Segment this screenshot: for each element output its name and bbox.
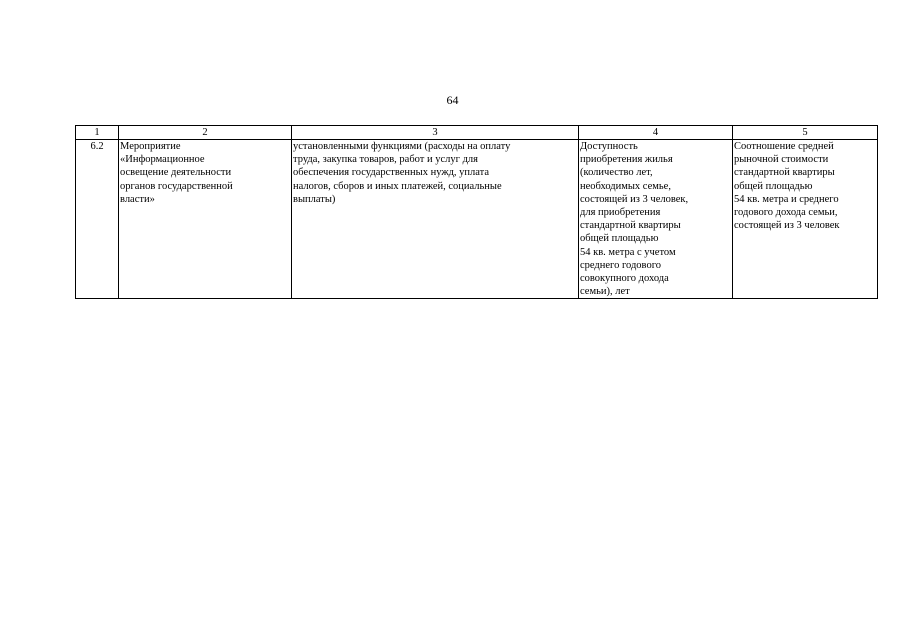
cell-text-line: Мероприятие — [120, 141, 181, 152]
column-header: 4 — [579, 126, 733, 140]
cell-text-line: 54 кв. метра и среднего — [734, 193, 839, 205]
cell-text-line: налогов, сборов и иных платежей, социальные — [293, 180, 502, 192]
cell-text-line: освещение деятельности — [120, 167, 232, 179]
cell-text-line: (количество лет, — [580, 167, 653, 179]
column-header: 1 — [76, 126, 119, 140]
cell-text-line: Соотношение средней — [734, 141, 834, 152]
cell-text-line: общей площадью — [580, 233, 659, 245]
cell-text-line: установленными функциями (расходы на оплату — [293, 141, 511, 152]
column-header: 5 — [733, 126, 878, 140]
cell-text-line: труда, закупка товаров, работ и услуг для — [293, 154, 478, 166]
cell-text-line: рыночной стоимости — [734, 154, 829, 166]
cell-text-line: необходимых семье, — [580, 180, 671, 192]
cell-text-line: для приобретения — [580, 207, 661, 219]
cell-text-line: органов государственной — [120, 180, 233, 192]
cell-text-line: состоящей из 3 человек, — [580, 193, 689, 205]
table-header-row — [76, 126, 878, 140]
cell-text-line: обеспечения государственных нужд, уплата — [293, 167, 490, 179]
page-number: 64 — [446, 93, 459, 107]
document-table — [75, 125, 878, 299]
cell-text-line: стандартной квартиры — [580, 220, 681, 232]
description-cell — [292, 140, 579, 299]
column-header: 2 — [119, 126, 292, 140]
row-number-cell: 6.2 — [76, 140, 119, 299]
cell-text-line: Доступность — [580, 141, 638, 152]
cell-text-line: совокупного дохода — [580, 273, 669, 285]
cell-text-line: состоящей из 3 человек — [734, 220, 840, 232]
cell-text-line: «Информационное — [120, 154, 205, 166]
column-header: 3 — [292, 126, 579, 140]
cell-text-line: семьи), лет — [580, 286, 630, 298]
cell-text-line: власти» — [120, 193, 155, 205]
indicator-cell — [579, 140, 733, 299]
cell-text-line: общей площадью — [734, 180, 813, 192]
activity-name-cell — [119, 140, 292, 299]
table-row — [76, 140, 878, 299]
cell-text-line: приобретения жилья — [580, 154, 673, 166]
cell-text-line: стандартной квартиры — [734, 167, 835, 179]
cell-text-line: 54 кв. метра с учетом — [580, 246, 676, 258]
cell-text-line: среднего годового — [580, 259, 661, 271]
ratio-cell — [733, 140, 878, 299]
cell-text-line: выплаты) — [293, 193, 336, 205]
cell-text-line: годового дохода семьи, — [734, 207, 838, 219]
